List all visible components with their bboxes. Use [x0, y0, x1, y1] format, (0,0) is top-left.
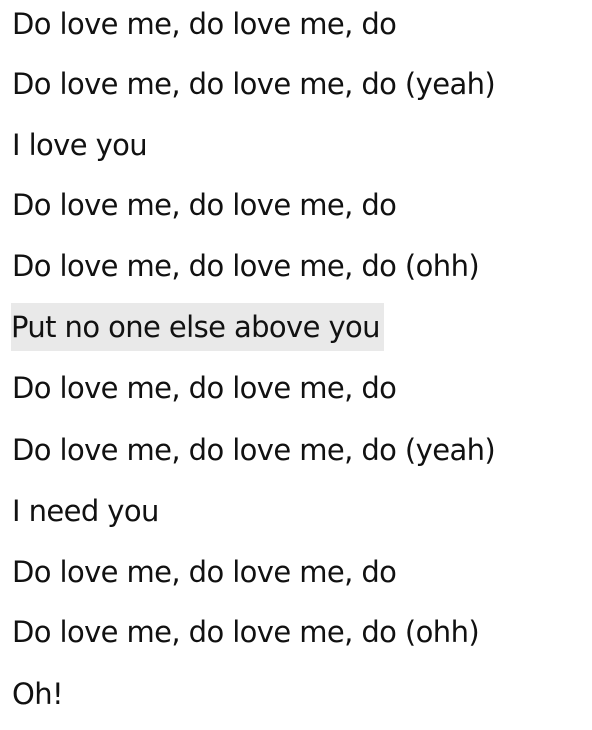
lyric-line[interactable]: Do love me, do love me, do (ohh): [12, 615, 480, 649]
lyric-line[interactable]: I need you: [12, 494, 159, 528]
lyric-line[interactable]: Do love me, do love me, do (ohh): [12, 249, 480, 283]
lyric-line[interactable]: Do love me, do love me, do: [12, 7, 397, 41]
lyric-line[interactable]: Do love me, do love me, do: [12, 188, 397, 222]
lyric-line[interactable]: Do love me, do love me, do: [12, 555, 397, 589]
lyric-line[interactable]: Do love me, do love me, do (yeah): [12, 433, 496, 467]
lyric-line[interactable]: Oh!: [12, 677, 64, 711]
lyric-line[interactable]: I love you: [12, 128, 148, 162]
lyric-line[interactable]: Do love me, do love me, do (yeah): [12, 67, 496, 101]
lyric-line-highlighted[interactable]: Put no one else above you: [11, 303, 384, 351]
lyric-line[interactable]: Do love me, do love me, do: [12, 371, 397, 405]
